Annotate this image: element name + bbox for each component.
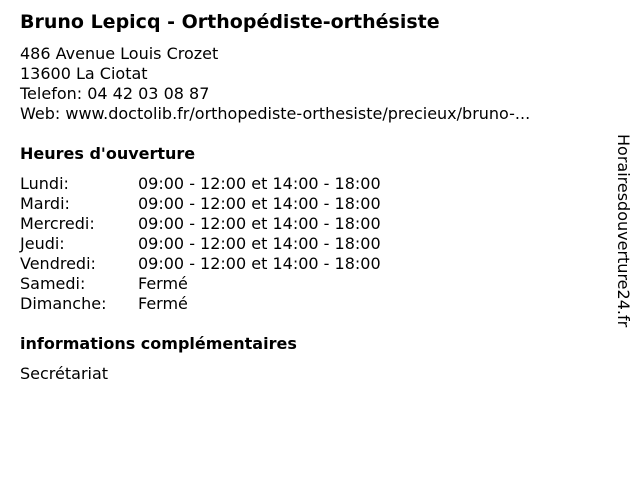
opening-hours-heading: Heures d'ouverture: [20, 144, 196, 163]
hours-value: 09:00 - 12:00 et 14:00 - 18:00: [138, 214, 381, 233]
day-label: Mercredi:: [20, 214, 95, 233]
street-address: 486 Avenue Louis Crozet: [20, 44, 219, 63]
hours-value: 09:00 - 12:00 et 14:00 - 18:00: [138, 234, 381, 253]
day-label: Lundi:: [20, 174, 69, 193]
additional-info-text: Secrétariat: [20, 364, 109, 383]
website-url: Web: www.doctolib.fr/orthopediste-orthesiste/precieux/bruno-...: [20, 104, 531, 123]
additional-info-heading: informations complémentaires: [20, 334, 297, 353]
page-title: Bruno Lepicq - Orthopédiste-orthésiste: [20, 11, 440, 33]
day-label: Samedi:: [20, 274, 86, 293]
day-label: Mardi:: [20, 194, 70, 213]
day-label: Dimanche:: [20, 294, 107, 313]
city-address: 13600 La Ciotat: [20, 64, 148, 83]
hours-value: Fermé: [138, 274, 188, 293]
site-watermark: Horairesdouverture24.fr: [614, 134, 633, 328]
hours-value: 09:00 - 12:00 et 14:00 - 18:00: [138, 254, 381, 273]
address-block: [20, 44, 530, 124]
hours-value: Fermé: [138, 294, 188, 313]
day-label: Vendredi:: [20, 254, 96, 273]
hours-value: 09:00 - 12:00 et 14:00 - 18:00: [138, 194, 381, 213]
phone-number: Telefon: 04 42 03 08 87: [20, 84, 210, 103]
hours-value: 09:00 - 12:00 et 14:00 - 18:00: [138, 174, 381, 193]
day-label: Jeudi:: [20, 234, 65, 253]
